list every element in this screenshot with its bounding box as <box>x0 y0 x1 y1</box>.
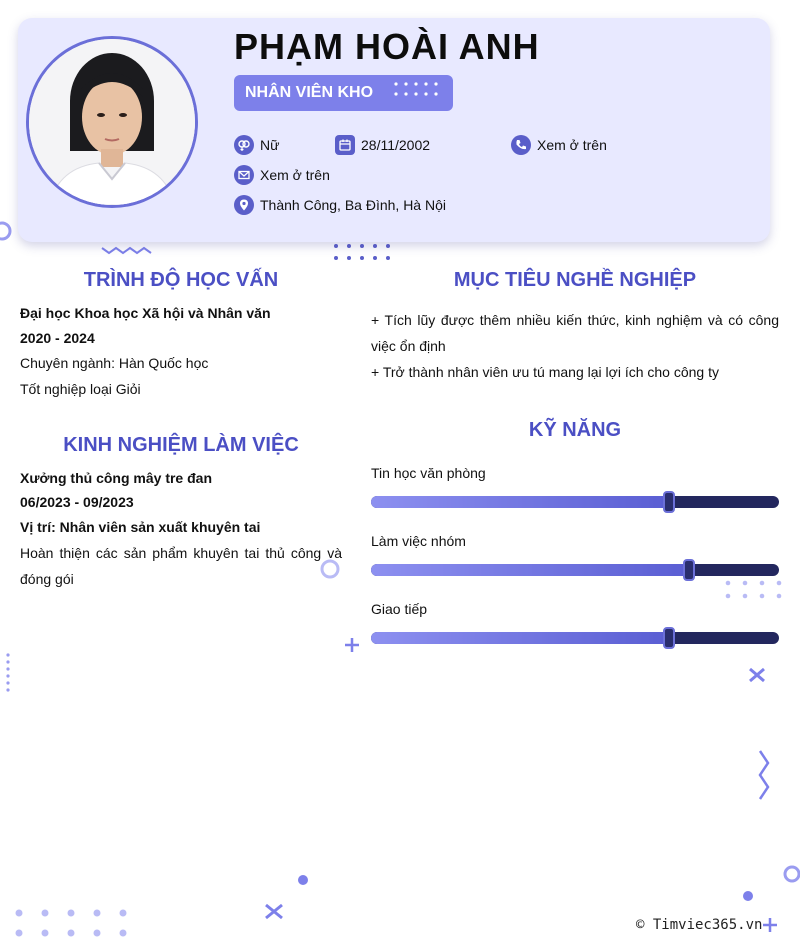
phone-value[interactable]: Xem ở trên <box>537 137 607 153</box>
education-grade: Tốt nghiệp loại Giỏi <box>20 381 141 397</box>
education-period: 2020 - 2024 <box>20 330 95 346</box>
birthdate-value: 28/11/2002 <box>361 137 431 153</box>
email-info <box>234 165 330 185</box>
skill-bar-fill <box>371 564 689 576</box>
objective-heading: MỤC TIÊU NGHỀ NGHIỆP <box>453 269 697 291</box>
experience-position: Vị trí: Nhân viên sản xuất khuyên tai <box>20 519 261 535</box>
skill-bar-knob <box>683 559 695 581</box>
gender-icon <box>234 135 254 155</box>
mail-icon <box>234 165 254 185</box>
avatar <box>26 36 198 208</box>
phone-icon <box>511 135 531 155</box>
email-value[interactable]: Xem ở trên <box>260 167 330 183</box>
birthdate-info <box>335 135 430 155</box>
watermark: © Timviec365.vn <box>636 917 763 933</box>
experience-description: Hoàn thiện các sản phẩm khuyên tai thủ công và đóng gói <box>20 545 342 587</box>
candidate-name: PHẠM HOÀI ANH <box>234 26 540 67</box>
objective-line-1: + Tích lũy được thêm nhiều kiến thức, kinh nghiệm và có công việc ổn định <box>371 312 779 354</box>
education-heading: TRÌNH ĐỘ HỌC VẤN <box>83 269 279 291</box>
skill-bar-fill <box>371 632 669 644</box>
experience-company: Xưởng thủ công mây tre đan <box>20 470 212 486</box>
skill-bar <box>371 496 779 508</box>
skill-bar-knob <box>663 627 675 649</box>
skill-bar-knob <box>663 491 675 513</box>
skill-bar <box>371 564 779 576</box>
gender-value: Nữ <box>260 137 280 153</box>
skill-name: Tin học văn phòng <box>371 465 486 481</box>
badge-dots-decoration <box>394 81 444 105</box>
skills-heading: KỸ NĂNG <box>528 419 622 441</box>
skill-name: Làm việc nhóm <box>371 533 466 549</box>
experience-heading: KINH NGHIỆM LÀM VIỆC <box>63 434 299 456</box>
gender-info <box>234 135 279 155</box>
skill-name: Giao tiếp <box>371 601 428 617</box>
location-pin-icon <box>234 195 254 215</box>
education-school: Đại học Khoa học Xã hội và Nhân văn <box>20 305 271 321</box>
skill-bar-fill <box>371 496 669 508</box>
address-value: Thành Công, Ba Đình, Hà Nội <box>260 197 446 213</box>
profile-photo <box>29 39 195 205</box>
phone-info <box>511 135 607 155</box>
address-info <box>234 195 446 215</box>
education-major: Chuyên ngành: Hàn Quốc học <box>20 355 209 371</box>
objective-line-2: + Trở thành nhân viên ưu tú mang lại lợi ích cho công ty <box>371 364 719 380</box>
job-title-badge <box>234 75 453 111</box>
experience-period: 06/2023 - 09/2023 <box>20 494 134 510</box>
job-title: NHÂN VIÊN KHO <box>245 84 374 101</box>
skill-bar <box>371 632 779 644</box>
calendar-icon <box>335 135 355 155</box>
